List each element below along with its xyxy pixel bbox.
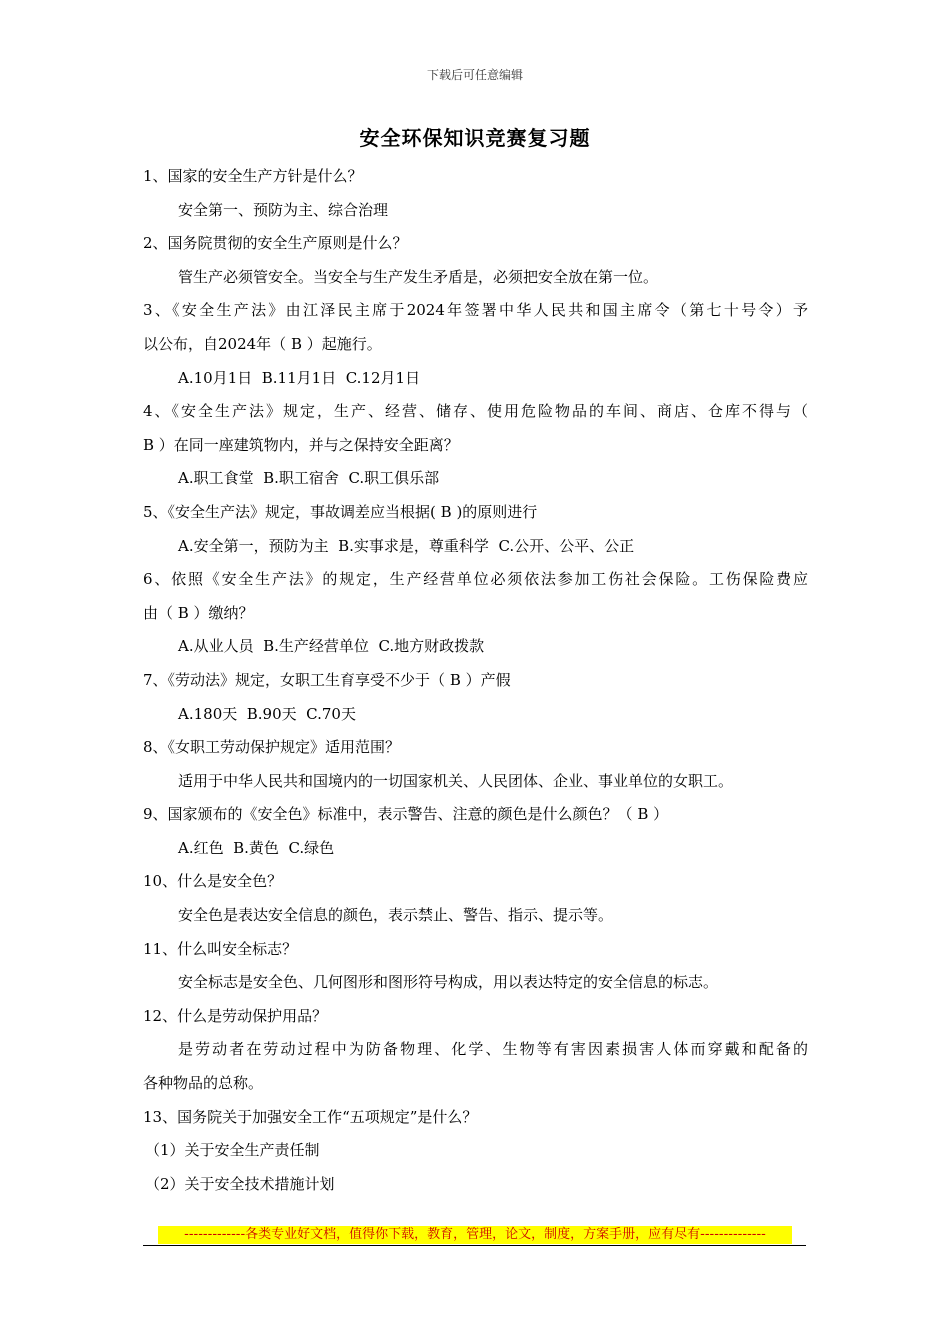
question-line: 11、什么叫安全标志？	[143, 939, 298, 958]
document-title: 安全环保知识竞赛复习题	[359, 126, 591, 150]
answer-line: 安全色是表达安全信息的颜色，表示禁止、警告、指示、提示等。	[178, 906, 614, 925]
question-line: 4、《安全生产法》规定，生产、经营、储存、使用危险物品的车间、商店、仓库不得与（	[143, 402, 808, 421]
question-line: 9、国家颁布的《安全色》标准中，表示警告、注意的颜色是什么颜色？（ B ）	[143, 805, 669, 824]
question-line: 5、《安全生产法》规定，事故调差应当根据( B )的原则进行	[143, 502, 538, 521]
question-line: 以公布，自2024年（ B ）起施行。	[143, 334, 382, 353]
answer-line: 是劳动者在劳动过程中为防备物理、化学、生物等有害因素损害人体而穿戴和配备的	[178, 1040, 808, 1059]
options-line: A.红色 B.黄色 C.绿色	[178, 838, 335, 857]
answer-line: 管生产必须管安全。当安全与生产发生矛盾是，必须把安全放在第一位。	[178, 267, 659, 286]
question-line: 6、依照《安全生产法》的规定，生产经营单位必须依法参加工伤社会保险。工伤保险费应	[143, 570, 808, 589]
question-line: 10、什么是安全色？	[143, 872, 283, 891]
question-line: 1、国家的安全生产方针是什么？	[143, 167, 363, 185]
options-line: A.180天 B.90天 C.70天	[178, 704, 356, 723]
answer-line: 适用于中华人民共和国境内的一切国家机关、人民团体、企业、事业单位的女职工。	[178, 771, 734, 790]
question-line: 由（ B ）缴纳？	[143, 603, 254, 622]
question-line: 8、《女职工劳动保护规定》适用范围？	[143, 738, 401, 757]
question-line: 7、《劳动法》规定，女职工生育享受不少于（ B ）产假	[143, 670, 511, 689]
answer-line: 安全标志是安全色、几何图形和图形符号构成，用以表达特定的安全信息的标志。	[178, 973, 719, 992]
header-note: 下载后可任意编辑	[426, 68, 523, 82]
footer-divider	[143, 1245, 806, 1246]
options-line: A.职工食堂 B.职工宿舍 C.职工俱乐部	[178, 469, 440, 488]
answer-continuation-line: 各种物品的总称。	[143, 1074, 264, 1093]
question-line: 12、什么是劳动保护用品？	[143, 1006, 328, 1025]
options-line: A.10月1日 B.11月1日 C.12月1日	[178, 368, 421, 387]
options-line: A.从业人员 B.生产经营单位 C.地方财政拨款	[178, 637, 485, 656]
sub-item-line: （1）关于安全生产责任制	[145, 1141, 320, 1160]
answer-line: 安全第一、预防为主、综合治理	[178, 200, 389, 219]
question-line: 13、国务院关于加强安全工作“五项规定”是什么？	[143, 1107, 478, 1126]
document-body	[143, 160, 808, 1201]
sub-item-line: （2）关于安全技术措施计划	[145, 1174, 335, 1193]
question-line: 2、国务院贯彻的安全生产原则是什么？	[143, 234, 408, 253]
footer-promo-banner: -------------各类专业好文档，值得你下载，教育，管理，论文，制度，方案手册，应有尽有--------------	[158, 1226, 792, 1244]
question-line: 3、《安全生产法》由江泽民主席于2024年签署中华人民共和国主席令（第七十号令）予	[143, 301, 808, 320]
options-line: A.安全第一，预防为主 B.实事求是，尊重科学 C.公开、公平、公正	[178, 536, 635, 555]
question-line: B ）在同一座建筑物内，并与之保持安全距离？	[143, 435, 459, 454]
